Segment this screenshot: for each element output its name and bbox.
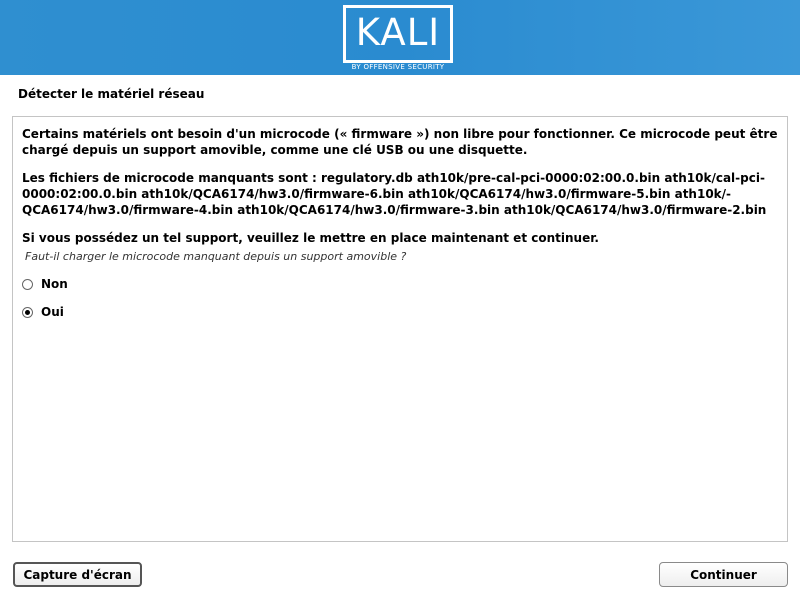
content-panel	[12, 116, 788, 542]
firmware-explanation: Certains matériels ont besoin d'un microcode (« firmware ») non libre pour fonctionner. Ce microcode peut être chargé depuis un support amovible, comme une clé USB ou une disquette.	[22, 127, 778, 157]
question-text: Faut-il charger le microcode manquant depuis un support amovible ?	[25, 250, 407, 263]
option-non[interactable]	[22, 275, 68, 293]
logo-text: KALI	[355, 11, 441, 54]
instruction-text: Si vous possédez un tel support, veuillez le mettre en place maintenant et continuer.	[22, 231, 599, 245]
option-oui-label: Oui	[41, 305, 64, 319]
option-non-label: Non	[41, 277, 68, 291]
header-banner	[0, 0, 800, 75]
screenshot-button[interactable]: Capture d'écran	[13, 562, 142, 587]
option-oui[interactable]	[22, 303, 64, 321]
step-title: Détecter le matériel réseau	[18, 87, 205, 101]
missing-firmware-list: Les fichiers de microcode manquants sont : regulatory.db ath10k/pre-cal-pci-0000:02:00.0.bin ath10k/cal-pci-0000:02:00.0.bin ath10k/QCA6174/hw3.0/firmware-6.bin ath10k/QCA6174/hw3.0/firmware-5.bin ath10k/-QCA6174/hw3.0/firmware-4.bin ath10k/QCA6174/hw3.0/firmware-3.bin ath10k/QCA6174/hw3.0/firmware-2.bin	[22, 171, 767, 217]
logo-subtitle: BY OFFENSIVE SECURITY	[351, 63, 445, 71]
continue-button[interactable]: Continuer	[659, 562, 788, 587]
radio-oui[interactable]	[22, 307, 33, 318]
kali-logo	[343, 5, 453, 63]
radio-non[interactable]	[22, 279, 33, 290]
